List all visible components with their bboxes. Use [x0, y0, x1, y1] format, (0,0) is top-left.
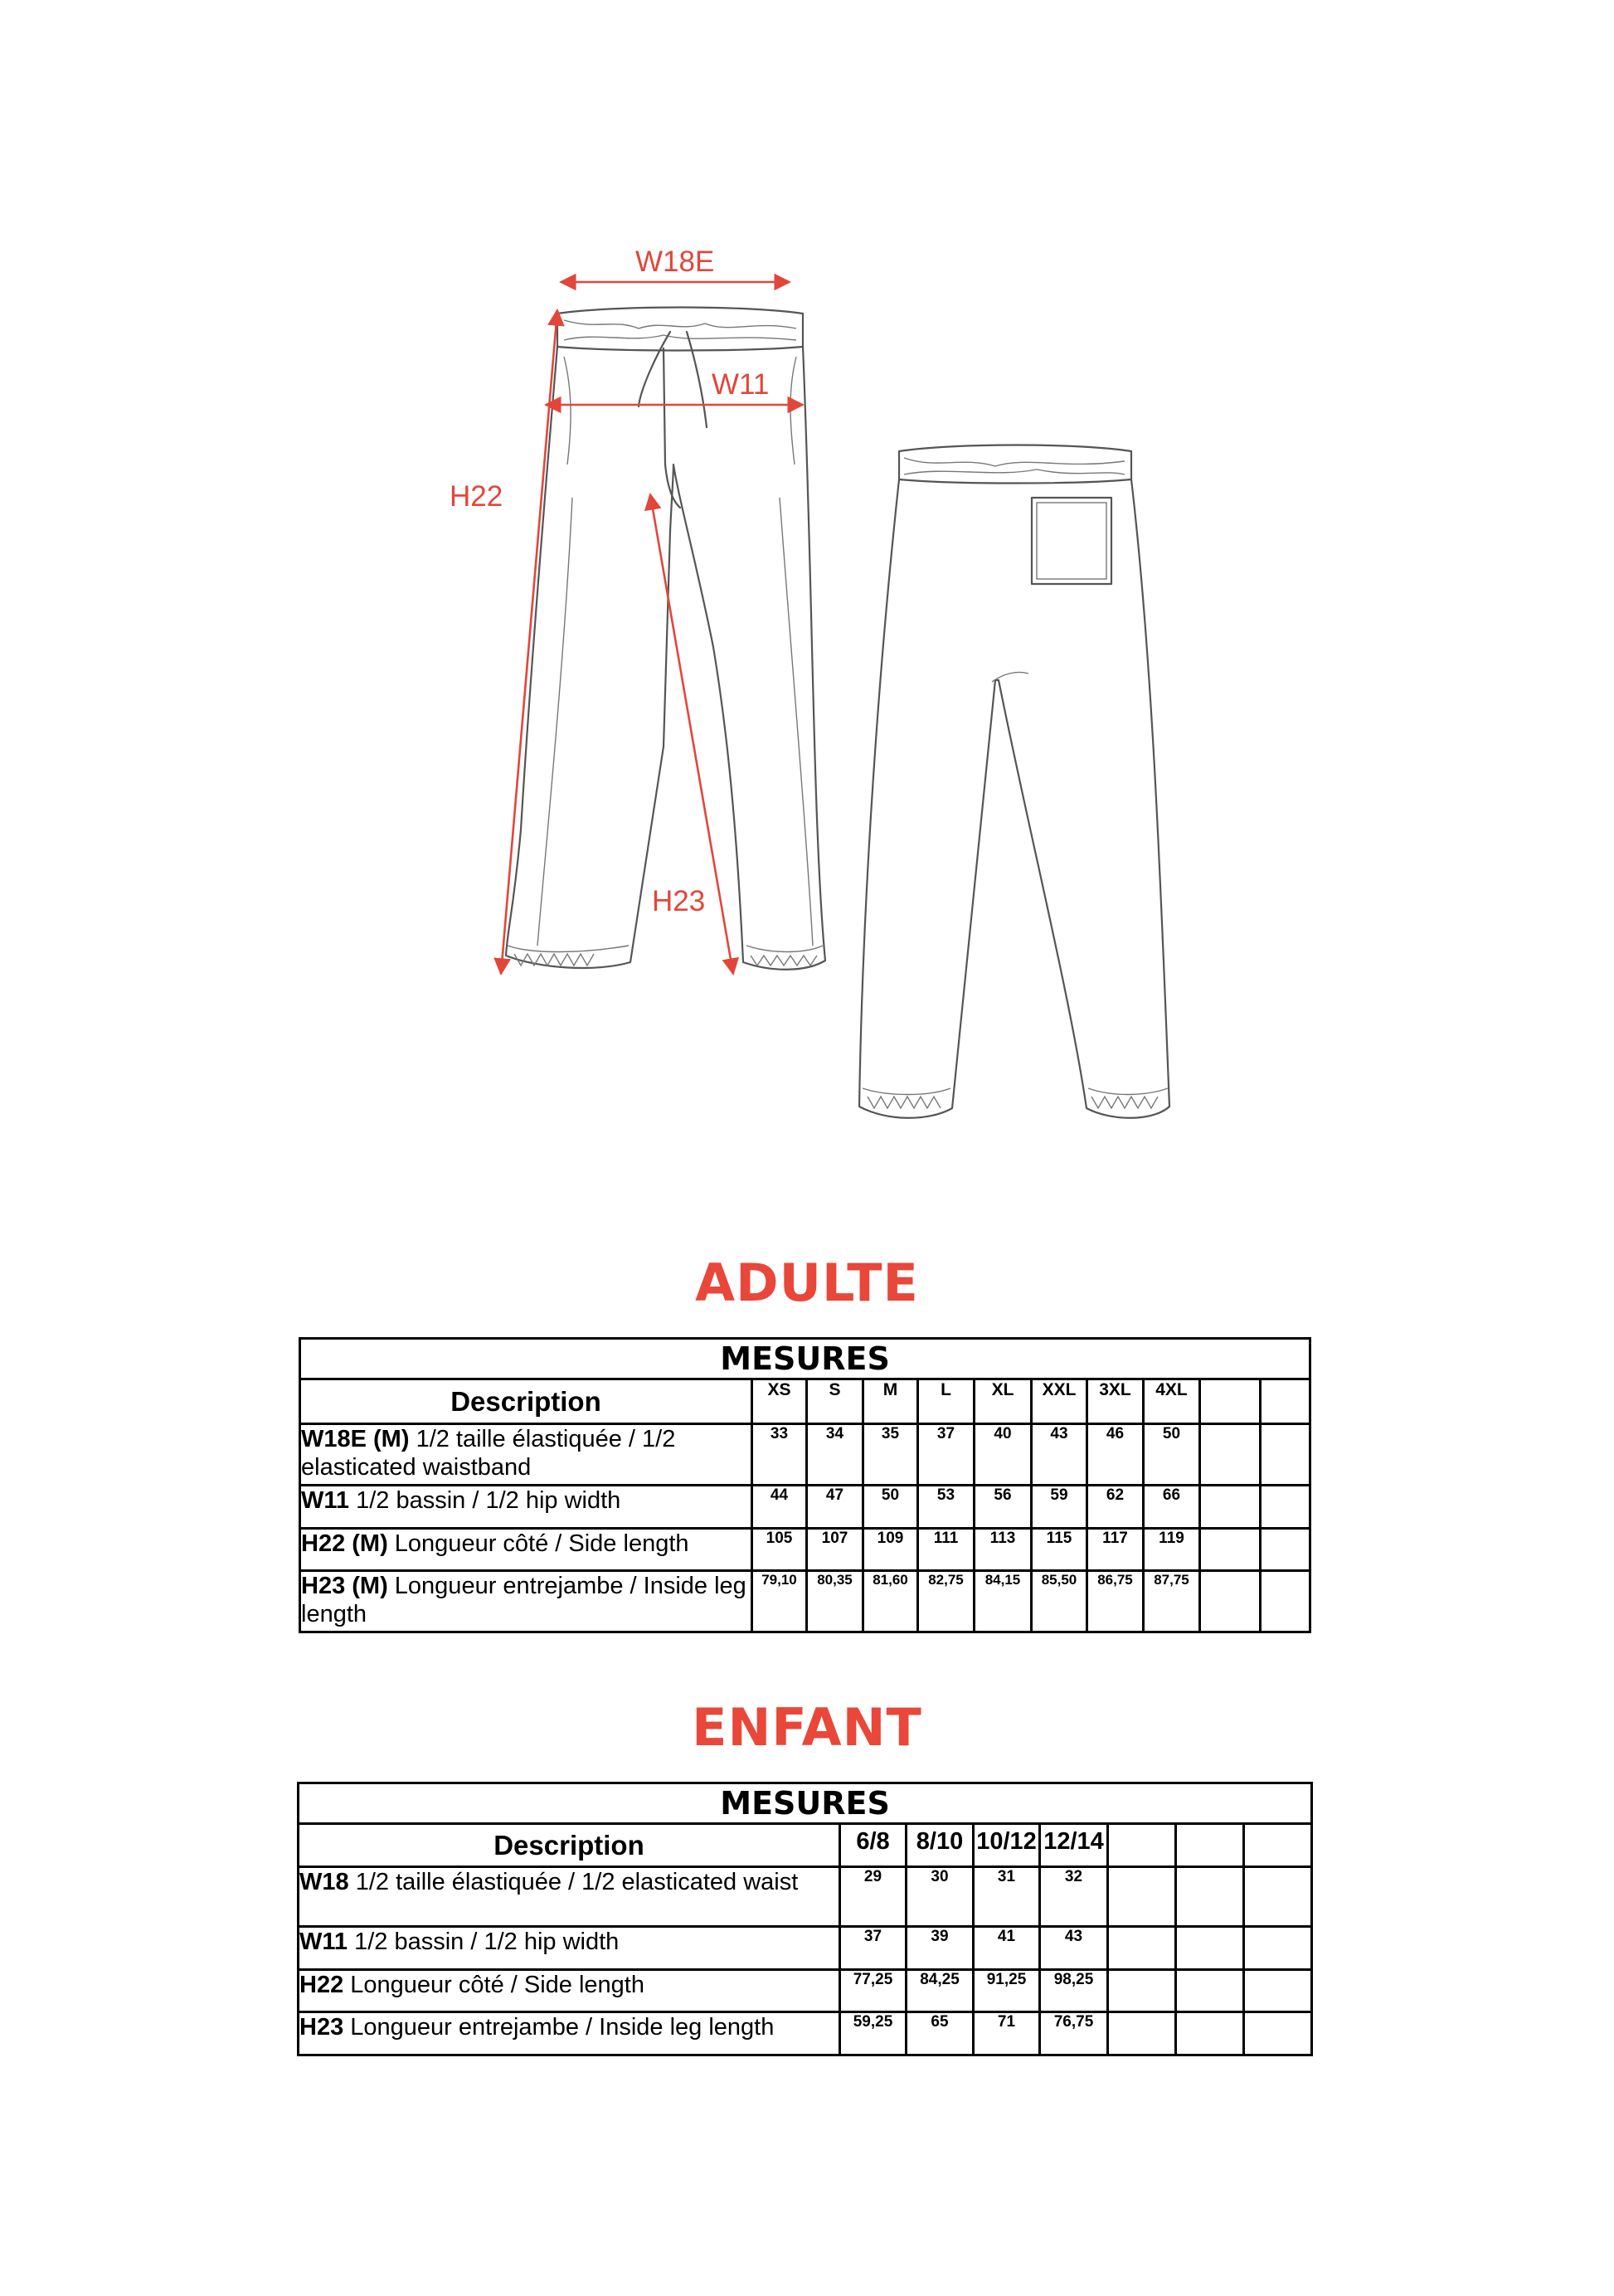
measurement-value: 91,25: [974, 1970, 1040, 2012]
child-size-header: 6/8: [840, 1824, 907, 1867]
empty-cell: [1176, 2012, 1244, 2055]
measurement-description: 1/2 taille élastiquée / 1/2 elasticated waist: [355, 1869, 799, 1895]
measurement-code: H22 (M): [301, 1530, 388, 1557]
adult-size-header: XS: [752, 1379, 807, 1424]
measurement-value: 32: [1040, 1867, 1108, 1927]
measurement-value: 56: [975, 1486, 1032, 1529]
table-row: [300, 1571, 1310, 1632]
table-row: [300, 1424, 1310, 1486]
measurement-value: 77,25: [840, 1970, 907, 2012]
measurement-value: 115: [1032, 1529, 1087, 1571]
measurement-value: 40: [975, 1424, 1032, 1486]
table-row: [299, 1927, 1312, 1970]
table-row: [299, 1970, 1312, 2012]
empty-cell: [1108, 1927, 1176, 1970]
child-empty-header-cell: [1176, 1824, 1244, 1867]
adult-size-header: 3XL: [1087, 1379, 1144, 1424]
adult-row-description: [300, 1486, 752, 1529]
child-size-header: 10/12: [974, 1824, 1040, 1867]
empty-cell: [1244, 1927, 1312, 1970]
child-row-description: [299, 1867, 840, 1927]
adult-size-header: XXL: [1032, 1379, 1087, 1424]
measurement-value: 44: [752, 1486, 807, 1529]
measurement-value: 43: [1040, 1927, 1108, 1970]
adult-size-header: M: [863, 1379, 918, 1424]
adult-section-title: ADULTE: [695, 1253, 919, 1313]
measurement-value: 30: [907, 1867, 974, 1927]
measurement-value: 34: [807, 1424, 863, 1486]
measurement-code: W18: [299, 1869, 349, 1895]
adult-size-header: 4XL: [1144, 1379, 1200, 1424]
w18e-label: W18E: [635, 246, 715, 278]
measurement-value: 37: [840, 1927, 907, 1970]
measurement-value: 31: [974, 1867, 1040, 1927]
child-size-header: 8/10: [907, 1824, 974, 1867]
measurement-description: 1/2 taille élastiquée / 1/2 elasticated waistband: [301, 1426, 676, 1481]
child-empty-header-cell: [1244, 1824, 1312, 1867]
empty-cell: [1261, 1424, 1310, 1486]
measurement-value: 84,15: [975, 1571, 1032, 1632]
adult-row-description: [300, 1571, 752, 1632]
empty-cell: [1200, 1529, 1261, 1571]
adult-description-header: Description: [300, 1379, 752, 1424]
measurement-value: 62: [1087, 1486, 1144, 1529]
measurement-value: 79,10: [752, 1571, 807, 1632]
child-empty-header-cell: [1108, 1824, 1176, 1867]
measurement-value: 82,75: [918, 1571, 975, 1632]
measurement-value: 80,35: [807, 1571, 863, 1632]
empty-cell: [1244, 1970, 1312, 2012]
adult-mesures-header: MESURES: [300, 1339, 1310, 1379]
measurement-value: 117: [1087, 1529, 1144, 1571]
measurement-value: 81,60: [863, 1571, 918, 1632]
child-size-header: 12/14: [1040, 1824, 1108, 1867]
child-section-title: ENFANT: [692, 1697, 922, 1758]
measurement-value: 119: [1144, 1529, 1200, 1571]
measurement-value: 59: [1032, 1486, 1087, 1529]
empty-cell: [1108, 1867, 1176, 1927]
empty-cell: [1176, 1867, 1244, 1927]
measurement-value: 46: [1087, 1424, 1144, 1486]
adult-size-header: XL: [975, 1379, 1032, 1424]
measurement-code: W11: [299, 1929, 348, 1955]
measurement-value: 86,75: [1087, 1571, 1144, 1632]
measurement-value: 47: [807, 1486, 863, 1529]
empty-cell: [1261, 1571, 1310, 1632]
measurement-code: H23 (M): [301, 1573, 388, 1599]
measurement-description: 1/2 bassin / 1/2 hip width: [354, 1929, 620, 1955]
pants-back-view: [859, 445, 1169, 1118]
measurement-value: 41: [974, 1927, 1040, 1970]
measurement-value: 71: [974, 2012, 1040, 2055]
measurement-value: 66: [1144, 1486, 1200, 1529]
measurement-value: 109: [863, 1529, 918, 1571]
measurement-value: 105: [752, 1529, 807, 1571]
table-row: [299, 2012, 1312, 2055]
empty-cell: [1108, 2012, 1176, 2055]
measurement-value: 98,25: [1040, 1970, 1108, 2012]
h23-label: H23: [652, 885, 706, 917]
measurement-code: W11: [301, 1487, 350, 1514]
pants-front-view: [506, 308, 825, 970]
measurement-value: 35: [863, 1424, 918, 1486]
measurement-value: 53: [918, 1486, 975, 1529]
adult-size-header: L: [918, 1379, 975, 1424]
empty-cell: [1244, 1867, 1312, 1927]
measurement-value: 39: [907, 1927, 974, 1970]
measurement-code: W18E (M): [301, 1426, 410, 1452]
empty-cell: [1244, 2012, 1312, 2055]
empty-cell: [1261, 1486, 1310, 1529]
measurement-description: Longueur côté / Side length: [394, 1530, 689, 1557]
measurement-value: 111: [918, 1529, 975, 1571]
measurement-code: H23: [299, 2014, 344, 2041]
child-row-description: [299, 1970, 840, 2012]
adult-size-header: S: [807, 1379, 863, 1424]
child-size-table: [297, 1782, 1313, 2056]
adult-row-description: [300, 1529, 752, 1571]
measurement-value: 43: [1032, 1424, 1087, 1486]
adult-empty-header-cell: [1261, 1379, 1310, 1424]
h22-label: H22: [450, 480, 503, 513]
measurement-value: 59,25: [840, 2012, 907, 2055]
measurement-value: 37: [918, 1424, 975, 1486]
empty-cell: [1176, 1970, 1244, 2012]
measurement-value: 65: [907, 2012, 974, 2055]
measurement-code: H22: [299, 1972, 344, 1998]
measurement-value: 107: [807, 1529, 863, 1571]
empty-cell: [1200, 1486, 1261, 1529]
w11-label: W11: [712, 368, 770, 401]
measurement-value: 76,75: [1040, 2012, 1108, 2055]
measurement-value: 87,75: [1144, 1571, 1200, 1632]
measurement-value: 33: [752, 1424, 807, 1486]
measurement-value: 50: [863, 1486, 918, 1529]
child-description-header: Description: [299, 1824, 840, 1867]
child-row-description: [299, 1927, 840, 1970]
table-row: [300, 1486, 1310, 1529]
adult-empty-header-cell: [1200, 1379, 1261, 1424]
child-row-description: [299, 2012, 840, 2055]
empty-cell: [1261, 1529, 1310, 1571]
table-row: [300, 1529, 1310, 1571]
measurement-value: 85,50: [1032, 1571, 1087, 1632]
h22-dimension-line: [501, 310, 557, 974]
measurement-description: Longueur entrejambe / Inside leg length: [350, 2014, 775, 2041]
measurement-value: 113: [975, 1529, 1032, 1571]
measurement-value: 84,25: [907, 1970, 974, 2012]
empty-cell: [1108, 1970, 1176, 2012]
table-row: [299, 1867, 1312, 1927]
empty-cell: [1176, 1927, 1244, 1970]
adult-size-table: [299, 1337, 1311, 1633]
empty-cell: [1200, 1424, 1261, 1486]
measurement-description: Longueur côté / Side length: [350, 1972, 644, 1998]
child-mesures-header: MESURES: [299, 1783, 1312, 1824]
dimension-lines: [450, 246, 803, 974]
measurement-description: Longueur entrejambe / Inside leg length: [301, 1573, 746, 1627]
measurement-value: 50: [1144, 1424, 1200, 1486]
empty-cell: [1200, 1571, 1261, 1632]
adult-row-description: [300, 1424, 752, 1486]
measurement-description: 1/2 bassin / 1/2 hip width: [356, 1487, 621, 1514]
measurement-value: 29: [840, 1867, 907, 1927]
